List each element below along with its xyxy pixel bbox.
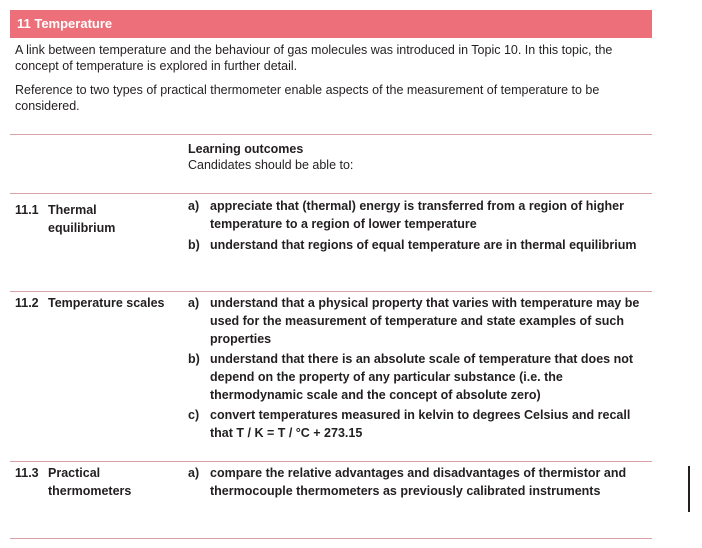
topic-title-banner — [10, 10, 652, 38]
section-number: 11.2 — [15, 296, 39, 310]
outcome-letter: b) — [188, 238, 200, 252]
section-number: 11.1 — [15, 203, 39, 217]
outcome-letter: c) — [188, 408, 200, 422]
outcome-text: understand that there is an absolute scale of temperature that does not depend on the property of any particular substance (i.e. the thermodynamic scale and the concept of absolute zero) — [210, 352, 633, 402]
learning-outcomes-heading: Learning outcomes — [188, 142, 304, 156]
divider — [10, 538, 652, 539]
section-name: Temperature scales — [48, 296, 165, 310]
outcome-text: compare the relative advantages and disadvantages of thermistor and thermocouple thermometers as previously calibrated instruments — [210, 466, 627, 498]
learning-outcome — [188, 350, 648, 404]
divider — [10, 134, 652, 135]
divider — [10, 193, 652, 194]
outcome-letter: a) — [188, 199, 200, 213]
outcome-letter: a) — [188, 466, 200, 480]
outcome-text: understand that a physical property that varies with temperature may be used for the measurement of temperature and state examples of such properties — [210, 296, 640, 346]
learning-outcome — [188, 197, 648, 233]
divider — [10, 461, 652, 462]
learning-outcome — [188, 236, 648, 254]
section-name: Thermal equilibrium — [48, 203, 116, 235]
outcome-letter: b) — [188, 352, 200, 366]
divider — [10, 291, 652, 292]
outcome-text-with-formula — [210, 406, 648, 442]
learning-outcome — [188, 464, 648, 500]
outcome-letter: a) — [188, 296, 200, 310]
outcome-text: convert temperatures measured in kelvin to degrees Celsius and recall that — [210, 408, 631, 440]
intro-paragraph-2: Reference to two types of practical thermometer enable aspects of the measurement of temperature to be considered. — [15, 83, 600, 113]
learning-outcomes-subheading: Candidates should be able to: — [188, 158, 354, 172]
topic-title: 11 Temperature — [17, 16, 113, 31]
learning-outcomes-header — [188, 141, 353, 173]
section-name: Practical thermometers — [48, 466, 132, 498]
learning-outcome — [188, 406, 648, 442]
learning-outcome — [188, 294, 648, 348]
margin-change-bar — [688, 466, 690, 512]
section-number: 11.3 — [15, 466, 39, 480]
intro-paragraph-1: A link between temperature and the behaviour of gas molecules was introduced in Topic 10. In this topic, the concept of temperature is explored in further detail. — [15, 43, 613, 73]
outcome-text: understand that regions of equal temperature are in thermal equilibrium — [210, 238, 637, 252]
temperature-conversion-formula: T / K = T / °C + 273.15 — [236, 426, 363, 440]
outcome-text: appreciate that (thermal) energy is transferred from a region of higher temperature to a region of lower temperature — [210, 199, 624, 231]
